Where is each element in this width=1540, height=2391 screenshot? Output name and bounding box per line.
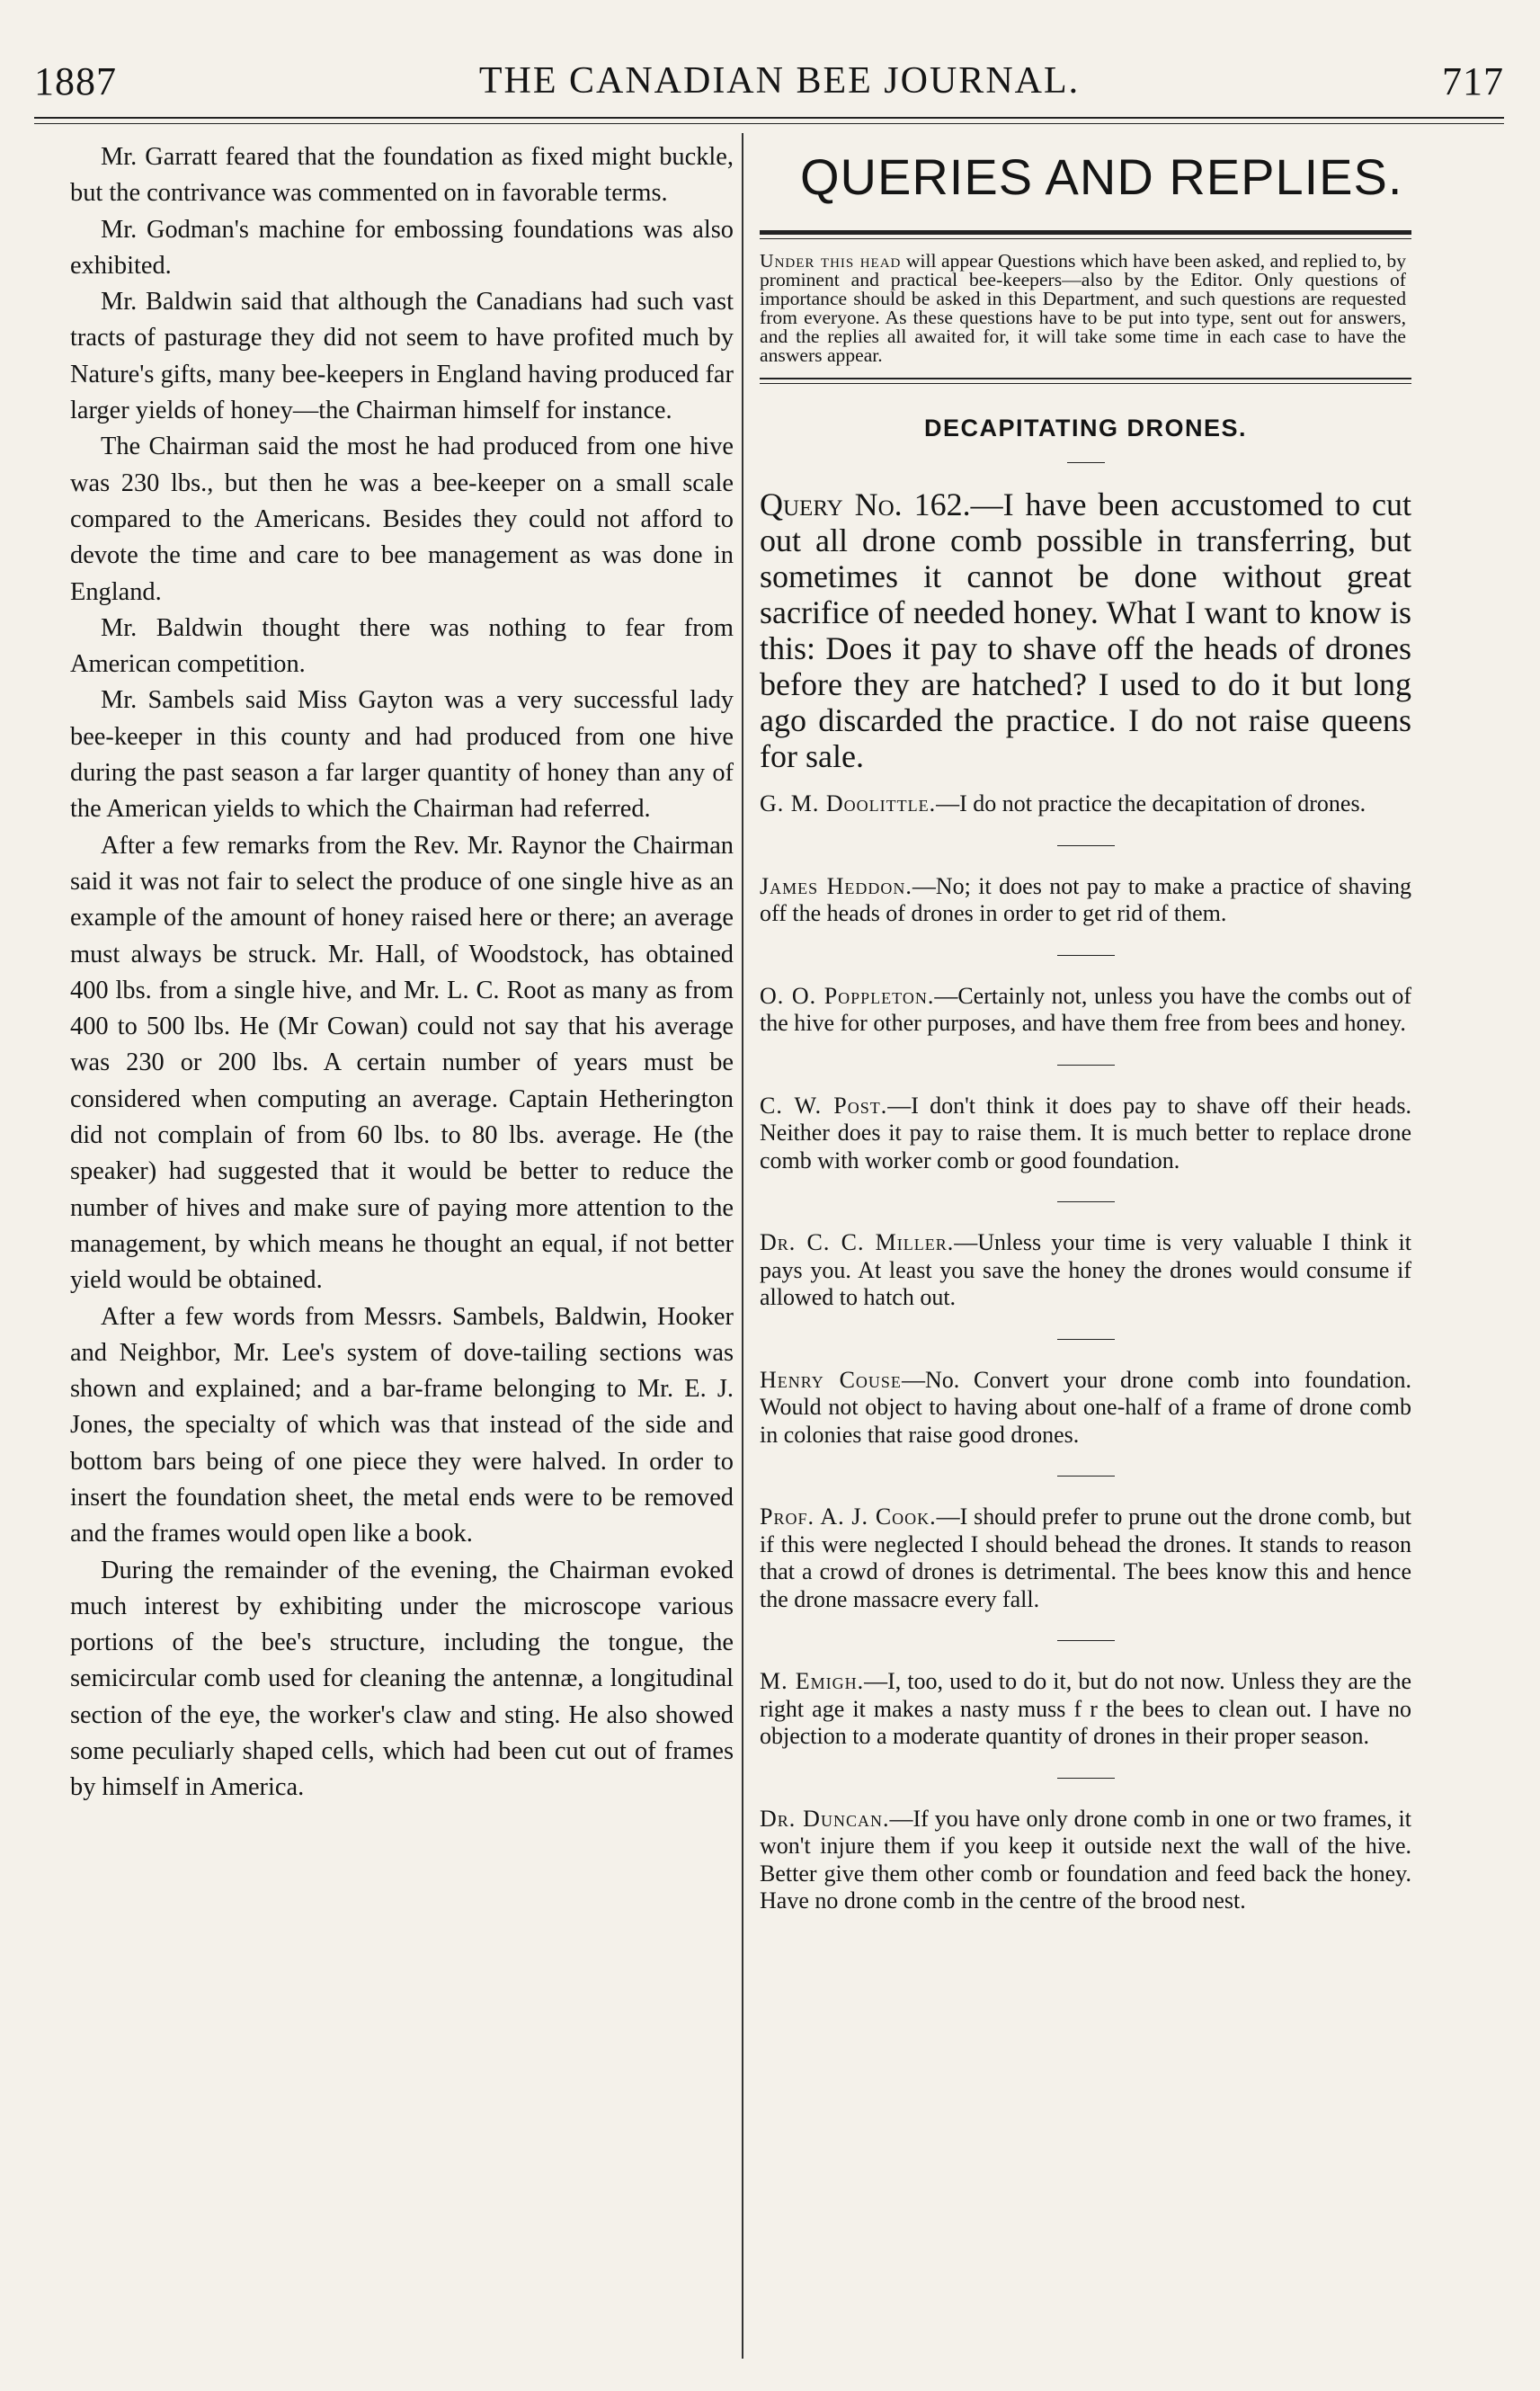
reply [760, 873, 1411, 928]
paragraph: Mr. Baldwin thought there was nothing to fear from American competition. [70, 613, 734, 679]
reply-separator [1057, 1065, 1115, 1066]
paragraph: After a few remarks from the Rev. Mr. Raynor the Chairman said it was not fair to select the produce of one single hive as an example of the amount of honey raised here or there; an average must always be struck. Mr. Hall, of Woodstock, has obtained 400 lbs. from a single hive, and Mr. L. C. Root as many as from 400 to 500 lbs. He (Mr Cowan) could not say that his average was 230 or 200 lbs. A certain number of years must be considered when computing an average. Captain Hetherington did not complain of from 60 lbs. to 80 lbs. average. He (the speaker) had suggested that it would be better to reduce the number of hives and make sure of paying more attention to the management, by which means he thought an equal, if not better yield would be obtained. [70, 831, 734, 1295]
reply [760, 1503, 1411, 1613]
reply [760, 1367, 1411, 1450]
reply-separator [1057, 1476, 1115, 1477]
column-divider [742, 133, 743, 2359]
page-number: 717 [1441, 58, 1504, 103]
intro-rule [760, 378, 1411, 379]
reply-text: —I don't think it does pay to shave off their heads. Neither does it pay to raise them. It is much better to replace drone comb with worker comb or good foundation. [760, 1092, 1411, 1173]
intro-lead: Under this head [760, 250, 902, 272]
reply-author: G. M. Doolittle. [760, 790, 937, 816]
year: 1887 [34, 58, 117, 103]
reply-author: Prof. A. J. Cook. [760, 1503, 937, 1530]
intro-text: will appear Questions which have been asked, and replied to, by prominent and practical bee-keepers—also by the Editor. Only questions of importance should be asked in this Department, and such questions are requested from everyone. As these questions have to be put into type, sent out for answers, and the replies all awaited for, it will take some time in each case to have the answers appear. [760, 250, 1406, 366]
paragraph: Mr. Garratt feared that the foundation as fixed might buckle, but the contrivance was commented on in favorable terms. [70, 143, 734, 208]
reply-author: Henry Couse [760, 1366, 902, 1393]
left-column [70, 139, 734, 1807]
reply-author: James Heddon. [760, 872, 912, 899]
reply-author: O. O. Poppleton. [760, 982, 935, 1009]
reply-author: Dr. C. C. Miller. [760, 1229, 955, 1255]
paragraph: Mr. Sambels said Miss Gayton was a very successful lady bee-keeper in this county and had produced from one hive during the past season a far larger quantity of honey than any of the American yields to which the Chairman had referred. [70, 686, 734, 824]
reply-separator [1057, 1201, 1115, 1202]
reply-text: —Unless your time is very valuable I think it pays you. At least you save the honey the drones would consume if allowed to hatch out. [760, 1229, 1411, 1310]
reply [760, 1806, 1411, 1915]
reply-separator [1057, 1778, 1115, 1779]
department-intro [760, 252, 1406, 365]
query-number: Query No. 162. [760, 486, 971, 522]
header-rule [34, 117, 1504, 119]
reply-author: Dr. Duncan. [760, 1805, 890, 1832]
reply-text: —No; it does not pay to make a practice of shaving off the heads of drones in order to get rid of them. [760, 872, 1411, 926]
reply-separator [1057, 1640, 1115, 1641]
reply [760, 790, 1411, 818]
reply [760, 1093, 1411, 1175]
section-rule [760, 230, 1411, 235]
reply-text: —If you have only drone comb in one or two frames, it won't injure them if you keep it outside next the wall of the hive. Better give them other comb or foundation and feed back the honey. Have no drone comb in the centre of the brood nest. [760, 1805, 1411, 1914]
reply-text: —I do not practice the decapitation of drones. [936, 790, 1366, 816]
reply [760, 1668, 1411, 1751]
header-rule-thin [34, 123, 1504, 124]
reply-text: —Certainly not, unless you have the combs out of the hive for other purposes, and have them free from bees and honey. [760, 982, 1411, 1036]
reply-author: C. W. Post. [760, 1092, 888, 1119]
reply-separator [1057, 845, 1115, 846]
reply-author: M. Emigh. [760, 1668, 865, 1694]
reply [760, 1229, 1411, 1312]
paragraph: The Chairman said the most he had produced from one hive was 230 lbs., but then he was a bee-keeper on a small scale compared to the Americans. Besides they could not afford to devote the time and care to bee management as was done in England. [70, 433, 734, 606]
query-text [760, 486, 1411, 774]
journal-title: THE CANADIAN BEE JOURNAL. [478, 60, 1081, 102]
paragraph: After a few words from Messrs. Sambels, Baldwin, Hooker and Neighbor, Mr. Lee's system of dove-tailing sections was shown and explained; and a bar-frame belonging to Mr. E. J. Jones, the specialty of which was that instead of the side and bottom bars being of one piece they were halved. In order to insert the foundation sheet, the metal ends were to be removed and the frames would open like a book. [70, 1302, 734, 1548]
query-heading: DECAPITATING DRONES. [923, 415, 1247, 442]
replies [760, 790, 1411, 1915]
right-column [760, 135, 1411, 1915]
query-body: —I have been accustomed to cut out all drone comb possible in transferring, but sometimes it cannot be done without great sacrifice of needed honey. What I want to know is this: Does it pay to shave off the heads of drones before they are hatched? I used to do it but long ago discarded the practice. I do not raise queens for sale. [760, 486, 1411, 774]
paragraph: During the remainder of the evening, the Chairman evoked much interest by exhibiting under the microscope various portions of the bee's structure, including the tongue, the semicircular comb used for cleaning the antennæ, a longitudinal section of the eye, the worker's claw and sting. He also showed some peculiarly shaped cells, which had been cut out of frames by himself in America. [70, 1556, 734, 1802]
running-head [34, 49, 1504, 112]
reply-text: —I should prefer to prune out the drone comb, but if this were neglected I should behead the drones. It stands to reason that a crowd of drones is detrimental. The bees know this and hence the drone massacre every fall. [760, 1503, 1411, 1612]
paragraph: Mr. Godman's machine for embossing foundations was also exhibited. [70, 215, 734, 280]
reply-text: —No. Convert your drone comb into foundation. Would not object to having about one-half of a frame of drone comb in colonies that raise good drones. [760, 1366, 1411, 1448]
paragraph: Mr. Baldwin said that although the Canadians had such vast tracts of pasturage they did not seem to have profited much by Nature's gifts, many bee-keepers in England having produced far larger yields of honey—the Chairman himself for instance. [70, 288, 734, 425]
intro-rule-thin [760, 383, 1411, 384]
section-rule-thin [760, 238, 1411, 239]
reply-separator [1057, 1339, 1115, 1340]
heading-rule [1067, 462, 1105, 463]
reply [760, 983, 1411, 1038]
reply-separator [1057, 955, 1115, 956]
section-title: QUERIES AND REPLIES. [800, 148, 1403, 205]
reply-text: —I, too, used to do it, but do not now. Unless they are the right age it makes a nasty muss f r the bees to clean out. I have no objection to a moderate quantity of drones in their proper season. [760, 1668, 1411, 1749]
